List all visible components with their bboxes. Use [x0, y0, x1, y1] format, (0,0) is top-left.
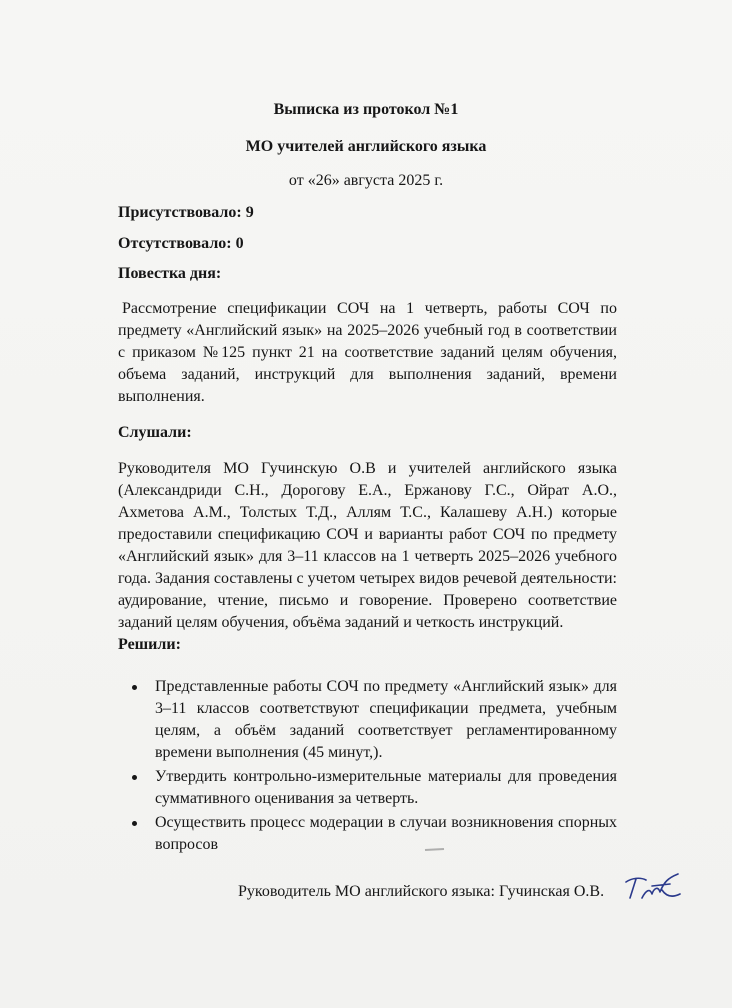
agenda-text: Рассмотрение спецификации СОЧ на 1 четверть, работы СОЧ по предмету «Английский язык» на 2025–2026 учебный год в соответствии с приказом №125 пункт 21 на соответствие заданий целям обучения, объема заданий, инструкций для выполнения заданий, времени выполнения.	[118, 300, 617, 405]
scan-artifact	[0, 842, 732, 862]
decision-list	[130, 676, 617, 856]
decision-item-text: Представленные работы СОЧ по предмету «Английский язык» для 3–11 классов соответствуют спецификации предмета, учебным целям, а объём заданий соответствует регламентированному времени выполнения (45 минут,).	[155, 678, 617, 761]
document-subtitle: МО учителей английского языка	[245, 138, 487, 155]
bullet-icon	[132, 821, 137, 826]
decision-item	[130, 676, 617, 764]
decided-heading: Решили:	[118, 636, 181, 653]
document-date: от «26» августа 2025 г.	[288, 172, 444, 189]
bullet-icon	[132, 775, 137, 780]
decision-item-text: Осуществить процесс модерации в случаи возникновения спорных вопросов	[155, 814, 617, 853]
bullet-icon	[132, 685, 137, 690]
handwritten-signature-icon	[622, 868, 684, 908]
heard-text: Руководителя МО Гучинскую О.В и учителей английского языка (Александриди С.Н., Дорогову Е.А., Ержанову Г.С., Ойрат А.О., Ахметова А.М., Толстых Т.Д., Аллям Т.С., Калашеву А.Н.) которые предоставили спецификацию СОЧ и варианты работ СОЧ по предмету «Английский язык» для 3–11 классов на 1 четверть 2025–2026 учебного года. Задания составлены с учетом четырех видов речевой деятельности: аудирование, чтение, письмо и говорение. Проверено соответствие заданий целям обучения, объёма заданий и четкость инструкций.	[118, 460, 617, 631]
decision-item-text: Утвердить контрольно-измерительные материалы для проведения суммативного оценивания за четверть.	[155, 768, 617, 807]
signatory-line: Руководитель МО английского языка: Гучинская О.В.	[238, 883, 605, 900]
heard-heading: Слушали:	[118, 424, 192, 441]
agenda-heading: Повестка дня:	[118, 265, 222, 282]
present-count: Присутствовало: 9	[118, 204, 254, 221]
absent-count: Отсутствовало: 0	[118, 235, 244, 252]
decision-item	[130, 766, 617, 810]
document-title: Выписка из протокол №1	[273, 101, 459, 118]
